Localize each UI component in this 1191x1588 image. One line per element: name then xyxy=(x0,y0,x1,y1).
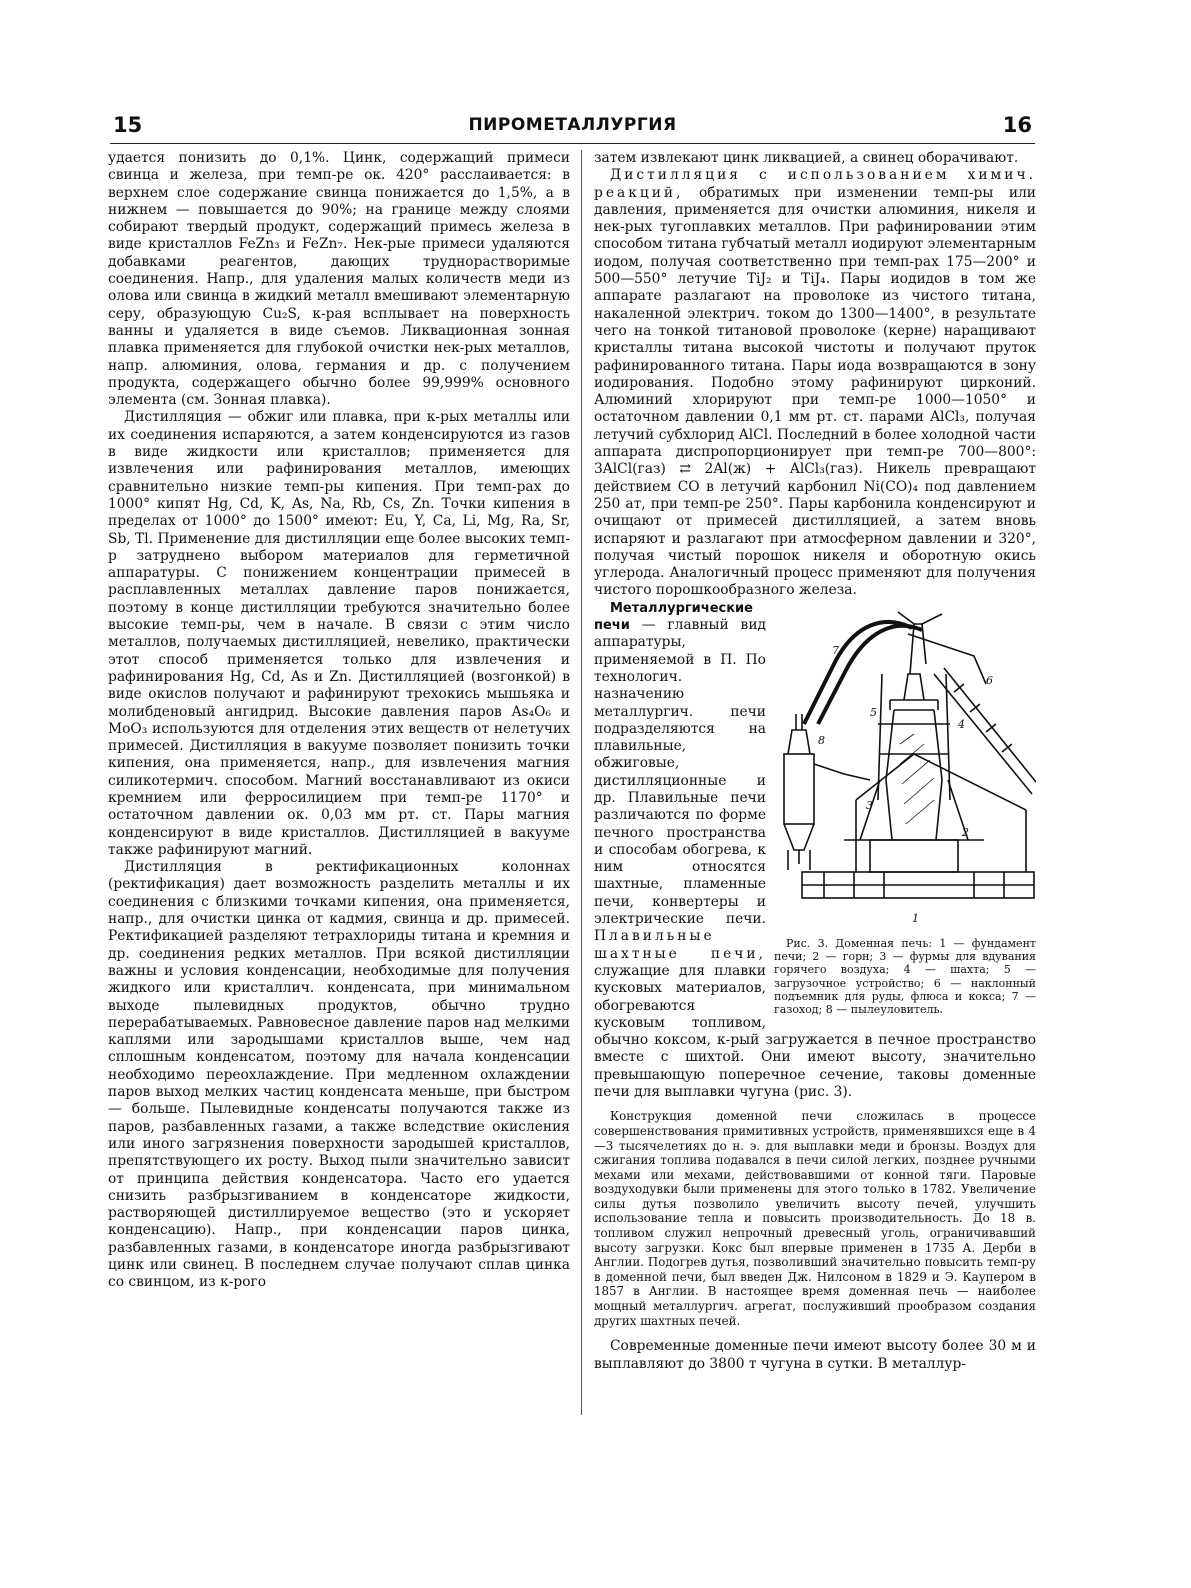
spaced-term: Дистилляция с использованием химич. реакций, xyxy=(594,167,1036,201)
paragraph: затем извлекают цинк ликвацией, а свинец оборачивают. xyxy=(594,150,1019,166)
paragraph-text: обратимых при изменении темп-ры или давления, применяется для очистки алюминия, никеля и нек-рых тугоплавких металлов. При рафинировании этим способом титана губчатый металл иодируют элементарным иодом, получая соответственно при темп-рах 175—200° и 500—550° летучие TiJ₂ и TiJ₄. Пары иодидов в том же аппарате разлагают на проволоке из чистого титана, накаленной электрич. током до 1300—1400°, в результате чего на тонкой титановой проволоке (керне) наращивают кристаллы титана высокой чистоты и получают пруток рафинированного титана. Пары иода возвращаются в зону иодирования. Подобно этому рафинируют цирконий. Алюминий хлорируют при темп-ре 1000—1050° и остаточном давлении 0,1 мм рт. ст. парами AlCl₃, получая летучий субхлорид AlCl. Последний в более холодной части аппарата диспропорционирует при темп-ре 700—800°: 3AlCl(газ) ⇄ 2Al(ж) + AlCl₃(газ). Никель превращают действием CO в летучий карбонил Ni(CO)₄ под давлением 250 ат, при темп-ре 250°. Пары карбонила конденсируют и очищают от примесей дистилляцией, а затем вновь испаряют и разлагают при атмосферном давлении и 320°, получая чистый порошок никеля и оборотную окись углерода. Аналогичный процесс применяют для получения чистого порошкообразного железа. xyxy=(594,184,1037,599)
running-header xyxy=(110,113,1035,144)
paragraph-rectification: Дистилляция в ректификационных колоннах (ректификация) дает возможность разделить металлы и их соединения с близкими точками кипения, она применяется, напр., для очистки цинка от кадмия, свинца и др. примесей. Ректификацией разделяют тетрахлориды титана и кремния и др. соединения редких металлов. При всякой дистилляции важны и условия конденсации, необходимые для получения жидкого или кристаллич. конденсата, при минимальном выходе пылевидных продуктов, обычно трудно перерабатываемых. Равновесное давление паров над мелкими каплями или зародышами кристаллов выше, чем над сплошным конденсатом, поэтому для начала конденсации необходимо переохлаждение. При медленном охлаждении паров выход мелких частиц конденсата меньше, при быстром — больше. Пылевидные конденсаты получаются также из паров, разбавленных газами, а также вследствие окисления или иного загрязнения поверхности зародышей кристаллов, препятствующего их росту. Выход пыли значительно зависит от принципа действия конденсатора. Часто его удается снизить разбрызгиванием в конденсаторе жидкости, растворяющей дистиллируемое вещество (это и ускоряет конденсацию). Напр., при конденсации паров цинка, разбавленных газами, в конденсаторе иногда разбрызгивают цинк или свинец. В последнем случае получают сплав цинка со свинцом, из к-рого xyxy=(108,859,570,1291)
right-column xyxy=(594,150,1036,1373)
figure-label-7: 7 xyxy=(832,643,839,657)
page-number-right: 16 xyxy=(1002,113,1032,137)
paragraph-distillation: Дистилляция — обжиг или плавка, при к-рых металлы или их соединения испаряются, а затем конденсируются из газов в виде жидкости или кристаллов; применяется для извлечения или рафинирования металлов, имеющих сравнительно низкие темп-ры кипения. При темп-рах до 1000° кипят Hg, Cd, K, As, Na, Rb, Cs, Zn. Точки кипения в пределах от 1000° до 1500° имеют: Eu, Y, Ca, Li, Mg, Ra, Sr, Sb, Tl. Применение для дистилляции еще более высоких темп-р затруднено выбором материалов для герметичной аппаратуры. С понижением концентрации примесей в расплавленных металлах давление паров понижается, поэтому в конце дистилляции требуются значительно более высокие темп-ры, чем в начале. В связи с этим число металлов, получаемых дистилляцией, невелико, практически этот способ применяется только для извлечения и рафинирования Hg, Cd, As и Zn. Дистилляцией (возгонкой) в виде окислов получают и рафинируют трехокись мышьяка и молибденовый ангидрид. Высокие давления паров As₄O₆ и MoO₃ используются для отделения этих веществ от нелетучих примесей. Дистилляция в вакууме позволяет понизить точки кипения, она применяется, напр., для извлечения магния силикотермич. способом. Магний восстанавливают из окиси кремнием или ферросилицием при темп-ре 1170° и остаточном давлении ок. 0,03 мм рт. ст. Пары магния конденсируют в виде кристаллов. Дистилляцией в вакууме также рафинируют магний. xyxy=(108,409,570,858)
spaced-term: Плавильные шахтные печи, xyxy=(594,928,766,962)
figure-label-2: 2 xyxy=(962,825,969,839)
left-column xyxy=(108,150,570,1292)
small-print-note: Конструкция доменной печи сложилась в процессе совершенствования примитивных устройств, применявшихся еще в 4—3 тысячелетиях до н. э. для выплавки меди и бронзы. Воздух для сжигания топлива подавался в печи силой легких, позднее ручными мехами или мехами, действовавшими от конной тяги. Паровые воздуходувки были применены для этого только в 1782. Увеличение силы дутья позволило увеличить высоту печей, улучшить использование тепла и повысить производительность. До 18 в. топливом служил непрочный древесный уголь, ограничивавший высоту загрузки. Кокс был впервые применен в 1735 А. Дерби в Англии. Подогрев дутья, позволивший значительно повысить темп-ру в доменной печи, был введен Дж. Нилсоном в 1829 и Э. Каупером в 1857 в Англии. В настоящее время доменная печь — наиболее мощный металлургич. агрегат, послуживший прообразом создания других шахтных печей. xyxy=(594,1109,1036,1328)
paragraph-chemical-distillation xyxy=(594,167,1036,599)
paragraph-last: Современные доменные печи имеют высоту более 30 м и выплавляют до 3800 т чугуна в сутки. В металлур- xyxy=(594,1338,1036,1372)
figure-caption: Рис. 3. Доменная печь: 1 — фундамент печи; 2 — горн; 3 — фурмы для вдувания горячего воздуха; 4 — шахта; 5 — загрузочное устройство; 6 — наклонный подъемник для руды, флюса и кокса; 7 — газоход; 8 — пылеуловитель. xyxy=(774,937,1036,1017)
figure-label-8: 8 xyxy=(818,733,825,747)
bold-term: Металлургические печи xyxy=(594,600,753,634)
figure-label-4: 4 xyxy=(958,717,965,731)
header-title: ПИРОМЕТАЛЛУРГИЯ xyxy=(468,115,677,135)
figure-label-1: 1 xyxy=(912,911,919,925)
column-divider xyxy=(581,150,582,1415)
page-number-left: 15 xyxy=(113,113,143,137)
figure-label-6: 6 xyxy=(986,673,993,687)
paragraph: удается понизить до 0,1%. Цинк, содержащий примеси свинца и железа, при темп-ре ок. 420° расслаивается: в верхнем слое содержание свинца понижается до 1,5%, а в нижнем — повышается до 90%; на границе между слоями собирают твердый продукт, содержащий примесь железа в виде кристаллов FeZn₃ и FeZn₇. Нек-рые примеси удаляются добавками реагентов, дающих труднорастворимые соединения. Напр., для удаления малых количеств меди из олова или свинца в жидкий металл вмешивают элементарную серу, образующую Cu₂S, к-рая всплывает на поверхность ванны и удаляется в виде съемов. Ликвационная зонная плавка применяется для глубокой очистки нек-рых металлов, напр. алюминия, олова, германия и др. с получением продукта, содержащего обычно более 99,999% основного элемента (см. Зонная плавка). xyxy=(108,150,570,409)
paragraph-furnaces: Металлургические печи — главный вид аппаратуры, применяемой в П. По технологич. назначению металлургич. печи подразделяются на плавильные, обжиговые, дистилляционные и др. Плавильные печи различаются по форме печного пространства и способам обогрева, к ним относятся шахтные, пламенные печи, конвертеры и электрические печи. Плавильные шахтные печи, служащие для плавки кусковых материалов, обогреваются кусковым топливом, обычно коксом, к-рый загружается в печное пространство вместе с шихтой. Они имеют высоту, значительно превышающую поперечное сечение, таковы доменные печи для выплавки чугуна (рис. 3). xyxy=(594,600,1036,1101)
blast-furnace-diagram xyxy=(774,604,1036,926)
figure-label-3: 3 xyxy=(866,798,873,812)
figure xyxy=(774,604,1036,1017)
figure-label-5: 5 xyxy=(870,705,877,719)
